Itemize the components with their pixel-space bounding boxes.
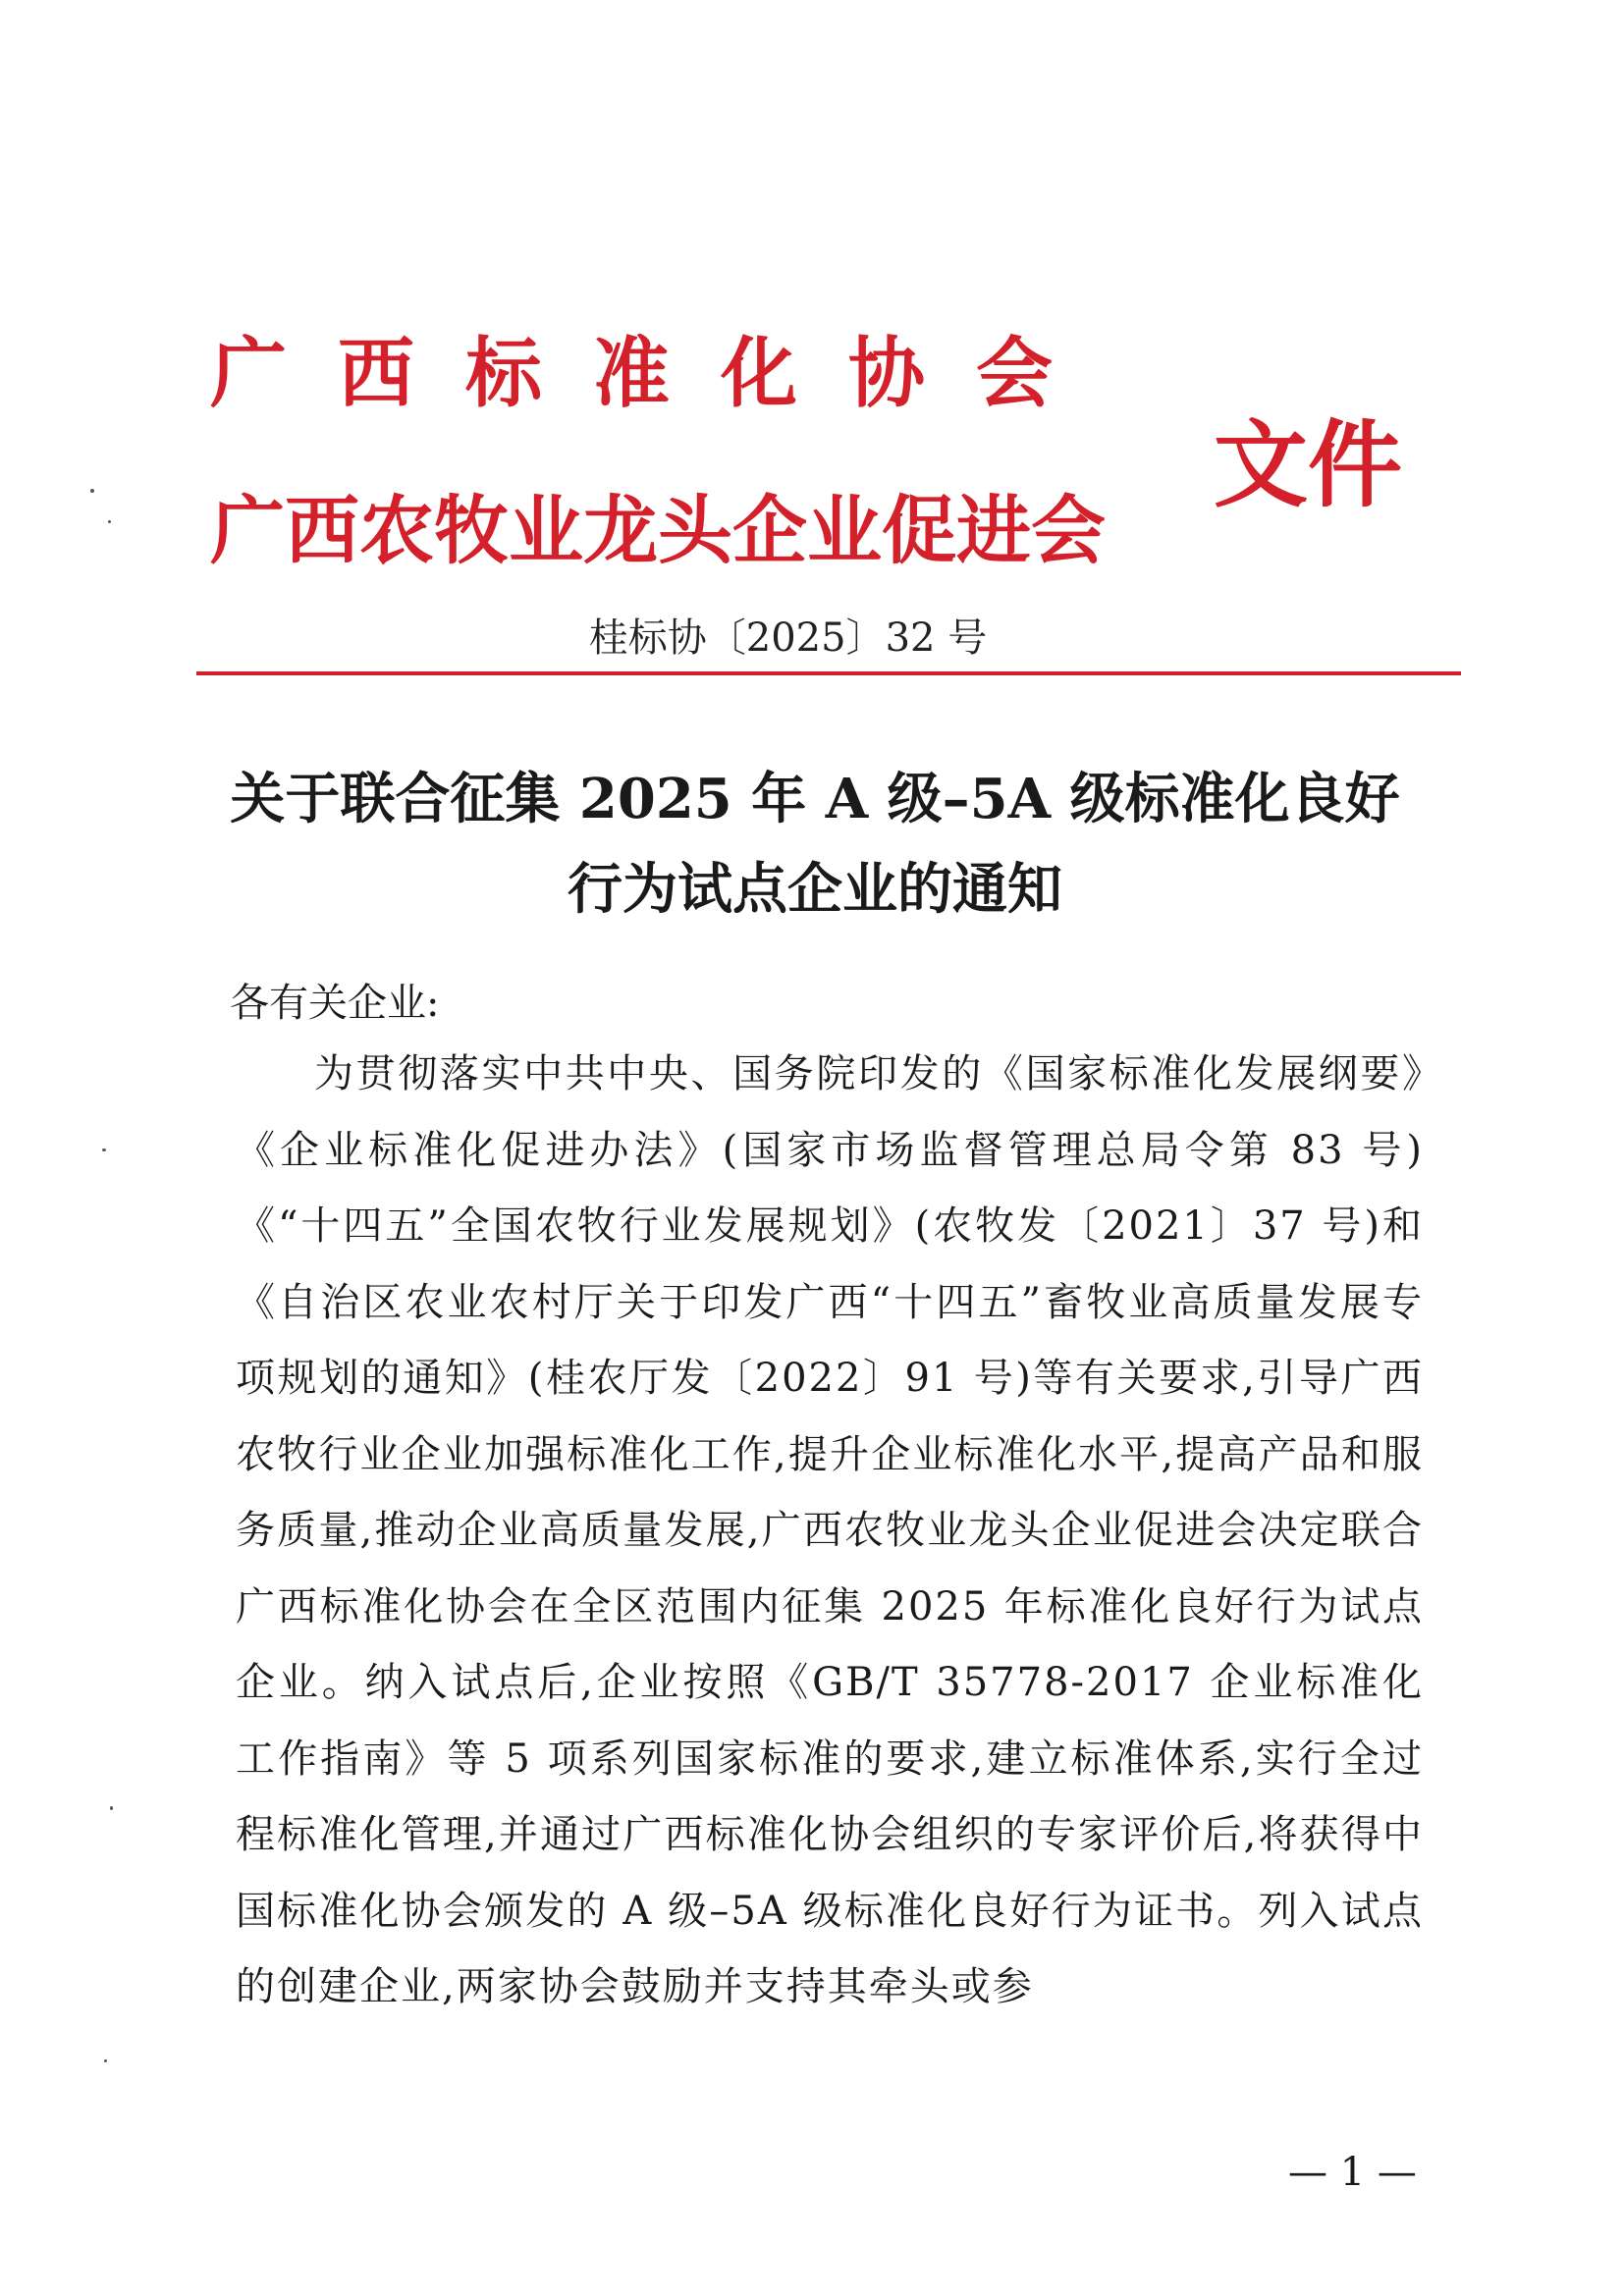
scan-speck [110,1806,113,1810]
scan-speck [102,1148,106,1151]
body-paragraph: 为贯彻落实中共中央、国务院印发的《国家标准化发展纲要》《企业标准化促进办法》(国家市场监督管理总局令第 83 号)《“十四五”全国农牧行业发展规划》(农牧发〔2021〕37 号)和《自治区农业农村厅关于印发广西“十四五”畜牧业高质量发展专项规划的通知》(桂农厅发〔2022〕91 号)等有关要求,引导广西农牧行业企业加强标准化工作,提升企业标准化水平,提高产品和服务质量,推动企业高质量发展,广西农牧业龙头企业促进会决定联合广西标准化协会在全区范围内征集 2025 年标准化良好行为试点企业。纳入试点后,企业按照《GB/T 35778-2017 企业标准化工作指南》等 5 项系列国家标准的要求,建立标准体系,实行全过程标准化管理,并通过广西标准化协会组织的专家评价后,将获得中国标准化协会颁发的 A 级–5A 级标准化良好行为证书。列入试点的创建企业,两家协会鼓励并支持其牵头或参 [236,1051,1424,2009]
issuer-name-2: 广西农牧业龙头企业促进会 [210,487,1106,574]
document-number-text: 桂标协〔2025〕32 号 [588,615,988,661]
scan-speck [104,2059,107,2062]
salutation: 各有关企业: [230,981,440,1026]
issuer-name-1: 广西标准化协会 [210,329,1105,418]
page-number: — 1 — [1288,2150,1417,2195]
document-type: 文件 [1214,409,1402,520]
notice-title-line-1: 关于联合征集 2025 年 A 级–5A 级标准化良好 [230,767,1400,831]
scan-speck [90,489,94,493]
red-divider-line [196,671,1461,675]
notice-title-line-2: 行为试点企业的通知 [568,857,1062,922]
document-number [0,607,1623,663]
scan-speck [108,520,111,523]
